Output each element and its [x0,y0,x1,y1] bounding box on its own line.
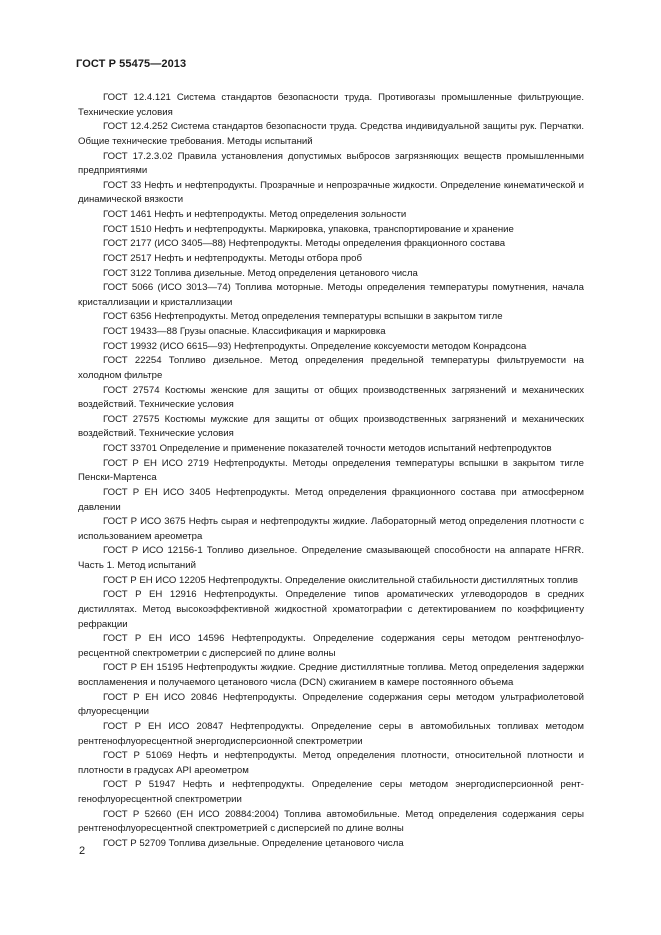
reference-item: ГОСТ 27575 Костюмы мужские для защиты от общих производственных загрязнений и механических воздействий. Технические условия [78,413,584,440]
reference-item: ГОСТ 12.4.121 Система стандартов безопасности труда. Противогазы промышленные фильтрующие. Технические условия [78,92,584,118]
reference-item: ГОСТ 19932 (ИСО 6615—93) Нефтепродукты. Определение коксуемости методом Конрадсона [103,340,527,352]
reference-item: ГОСТ 2177 (ИСО 3405—88) Нефтепродукты. Методы определения фракционного состава [103,238,506,250]
references-list [78,91,584,852]
reference-item: ГОСТ 33701 Определение и применение показателей точности методов испытаний нефтепродуктов [103,443,552,454]
reference-item: ГОСТ 27574 Костюмы женские для защиты от общих производственных загрязнений и механических воздействий. Технические условия [78,384,584,411]
reference-item: ГОСТ 1510 Нефть и нефтепродукты. Маркировка, упаковка, транспортирование и хранение [103,223,514,235]
reference-item: ГОСТ 33 Нефть и нефтепродукты. Прозрачные и непрозрачные жидкости. Определение кинематической и динамической вязкости [78,179,584,206]
reference-item: ГОСТ Р ЕН ИСО 20846 Нефтепродукты. Определение содержания серы методом ультрафиолетовой флуоресценции [78,691,584,718]
reference-item: ГОСТ 6356 Нефтепродукты. Метод определения температуры вспышки в закрытом тигле [103,311,503,323]
reference-item: ГОСТ Р ИСО 12156-1 Топливо дизельное. Определение смазывающей способности на аппарате HFRR. Часть 1. Метод испытаний [78,545,584,571]
reference-item: ГОСТ Р 51947 Нефть и нефтепродукты. Определение серы методом энергодисперсионной рентгенофлуоресцентной спектрометрии [78,779,584,805]
reference-item: ГОСТ 17.2.3.02 Правила установления допустимых выбросов загрязняющих веществ промышленными предприятиями [78,150,584,177]
reference-item: ГОСТ 3122 Топлива дизельные. Метод определения цетанового числа [103,267,418,279]
reference-item: ГОСТ 5066 (ИСО 3013—74) Топлива моторные. Методы определения температуры помутнения, начала кристаллизации и кристаллизации [78,282,584,308]
reference-item: ГОСТ Р ЕН ИСО 14596 Нефтепродукты. Определение содержания серы методом рентгенофлуоресцентной спектрометрии с дисперсией по длине волны [78,633,584,659]
reference-item: ГОСТ Р ЕН ИСО 3405 Нефтепродукты. Метод определения фракционного состава при атмосферном давлении [78,486,584,513]
reference-item: ГОСТ Р ЕН ИСО 2719 Нефтепродукты. Методы определения температуры вспышки в закрытом тигле Пенски-Мартенса [78,457,584,484]
reference-item: ГОСТ Р ЕН 12916 Нефтепродукты. Определение типов ароматических углеводородов в средних дистиллятах. Метод высокоэффективной жидкостной хроматографии с детектированием по коэффициенту рефракции [78,589,584,630]
page-number: 2 [79,845,86,857]
reference-item: ГОСТ Р 52709 Топлива дизельные. Определение цетанового числа [103,837,404,849]
reference-item: ГОСТ Р ЕН 15195 Нефтепродукты жидкие. Средние дистиллятные топлива. Метод определения задержки воспламенения и получаемого цетанового числа (DCN) сжиганием в камере постоянного объема [78,662,584,688]
reference-item: ГОСТ Р ИСО 3675 Нефть сырая и нефтепродукты жидкие. Лабораторный метод определения плотности с использованием ареометра [78,516,584,542]
reference-item: ГОСТ Р 52660 (ЕН ИСО 20884:2004) Топлива автомобильные. Метод определения содержания серы рентгенофлуоресцентной спектрометрией с дисперсией по длине волны [78,808,584,835]
reference-item: ГОСТ Р ЕН ИСО 12205 Нефтепродукты. Определение окислительной стабильности дистиллятных топлив [103,574,579,586]
reference-item: ГОСТ 12.4.252 Система стандартов безопасности труда. Средства индивидуальной защиты рук. Перчатки. Общие технические требования. Методы испытаний [78,121,584,147]
reference-item: ГОСТ Р 51069 Нефть и нефтепродукты. Метод определения плотности, относительной плотности и плотности в градусах API ареометром [78,750,584,776]
document-header: ГОСТ Р 55475—2013 [76,58,187,70]
reference-item: ГОСТ 2517 Нефть и нефтепродукты. Методы отбора проб [103,252,362,264]
reference-item: ГОСТ 1461 Нефть и нефтепродукты. Метод определения зольности [103,209,407,220]
reference-item: ГОСТ 22254 Топливо дизельное. Метод определения предельной температуры фильтруемости на холодном фильтре [78,355,584,381]
reference-item: ГОСТ 19433—88 Грузы опасные. Классификация и маркировка [103,326,386,337]
reference-item: ГОСТ Р ЕН ИСО 20847 Нефтепродукты. Определение серы в автомобильных топливах методом рентгенофлуоресцентной энергодисперсионной спектрометрии [78,720,584,747]
